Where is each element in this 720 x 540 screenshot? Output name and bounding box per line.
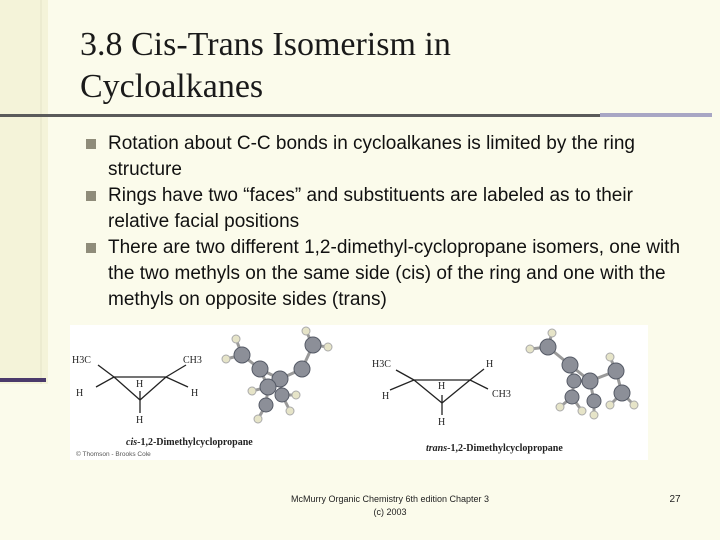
trans-h-top-right-label: H [486, 359, 494, 370]
trans-bond [470, 380, 488, 389]
title-rule-light [600, 113, 712, 117]
square-bullet-icon [86, 139, 96, 149]
trans-bond [396, 370, 414, 380]
accent-bar [0, 378, 46, 382]
left-rule [40, 0, 42, 384]
bullet-list [86, 131, 686, 313]
trans-bond [442, 380, 470, 403]
trans-h3c-label: H3C [372, 359, 391, 370]
cis-ch3-label: CH3 [183, 355, 202, 366]
cis-h-left-label: H [76, 388, 84, 399]
slide-title [80, 24, 640, 108]
cis-h3c-label: H3C [72, 355, 91, 366]
trans-bond [390, 380, 414, 390]
cis-h-top-label: H [136, 379, 144, 390]
cis-bond [166, 377, 188, 387]
trans-ch3-label: CH3 [492, 389, 511, 400]
cis-ball-and-stick-model [222, 327, 332, 423]
cis-caption: cis-1,2-Dimethylcyclopropane [126, 437, 253, 448]
cis-structure [72, 355, 202, 426]
cis-bond [140, 377, 166, 400]
bullet-text: Rings have two “faces” and substituents are labeled as to their relative facial positions [108, 185, 633, 232]
title-rule-dark [0, 114, 600, 117]
trans-ball-and-stick-model [526, 329, 638, 419]
trans-h-mid-label: H [438, 381, 446, 392]
trans-bond [470, 369, 484, 380]
cis-h-right-label: H [191, 388, 199, 399]
trans-caption: trans-1,2-Dimethylcyclopropane [426, 443, 563, 454]
title-line-2: Cycloalkanes [80, 68, 264, 105]
footer-line-1: McMurry Organic Chemistry 6th edition Chapter 3 [290, 494, 490, 504]
cis-bond [98, 365, 114, 377]
bullet-text: There are two different 1,2-dimethyl-cyclopropane isomers, one with the two methyls on the same side (cis) of the ring and one with the methyls on opposite sides (trans) [108, 237, 681, 310]
isomer-figure [70, 325, 648, 460]
bullet-item [86, 235, 686, 313]
square-bullet-icon [86, 243, 96, 253]
cis-bond [96, 377, 114, 387]
trans-h-bottom-label: H [438, 417, 446, 428]
footer-line-2: (c) 2003 [373, 507, 407, 517]
trans-structure [372, 359, 511, 428]
cis-bond [166, 365, 186, 377]
bullet-item [86, 183, 686, 235]
isomer-figure-svg [70, 325, 648, 460]
figure-copyright: © Thomson - Brooks Cole [76, 451, 151, 458]
page-number: 27 [669, 494, 681, 505]
square-bullet-icon [86, 191, 96, 201]
trans-h-left-label: H [382, 391, 390, 402]
cis-h-bottom-label: H [136, 415, 144, 426]
bullet-text: Rotation about C-C bonds in cycloalkanes is limited by the ring structure [108, 133, 635, 180]
title-line-1: 3.8 Cis-Trans Isomerism in [80, 26, 451, 63]
slide-footer [270, 493, 510, 519]
bullet-item [86, 131, 686, 183]
